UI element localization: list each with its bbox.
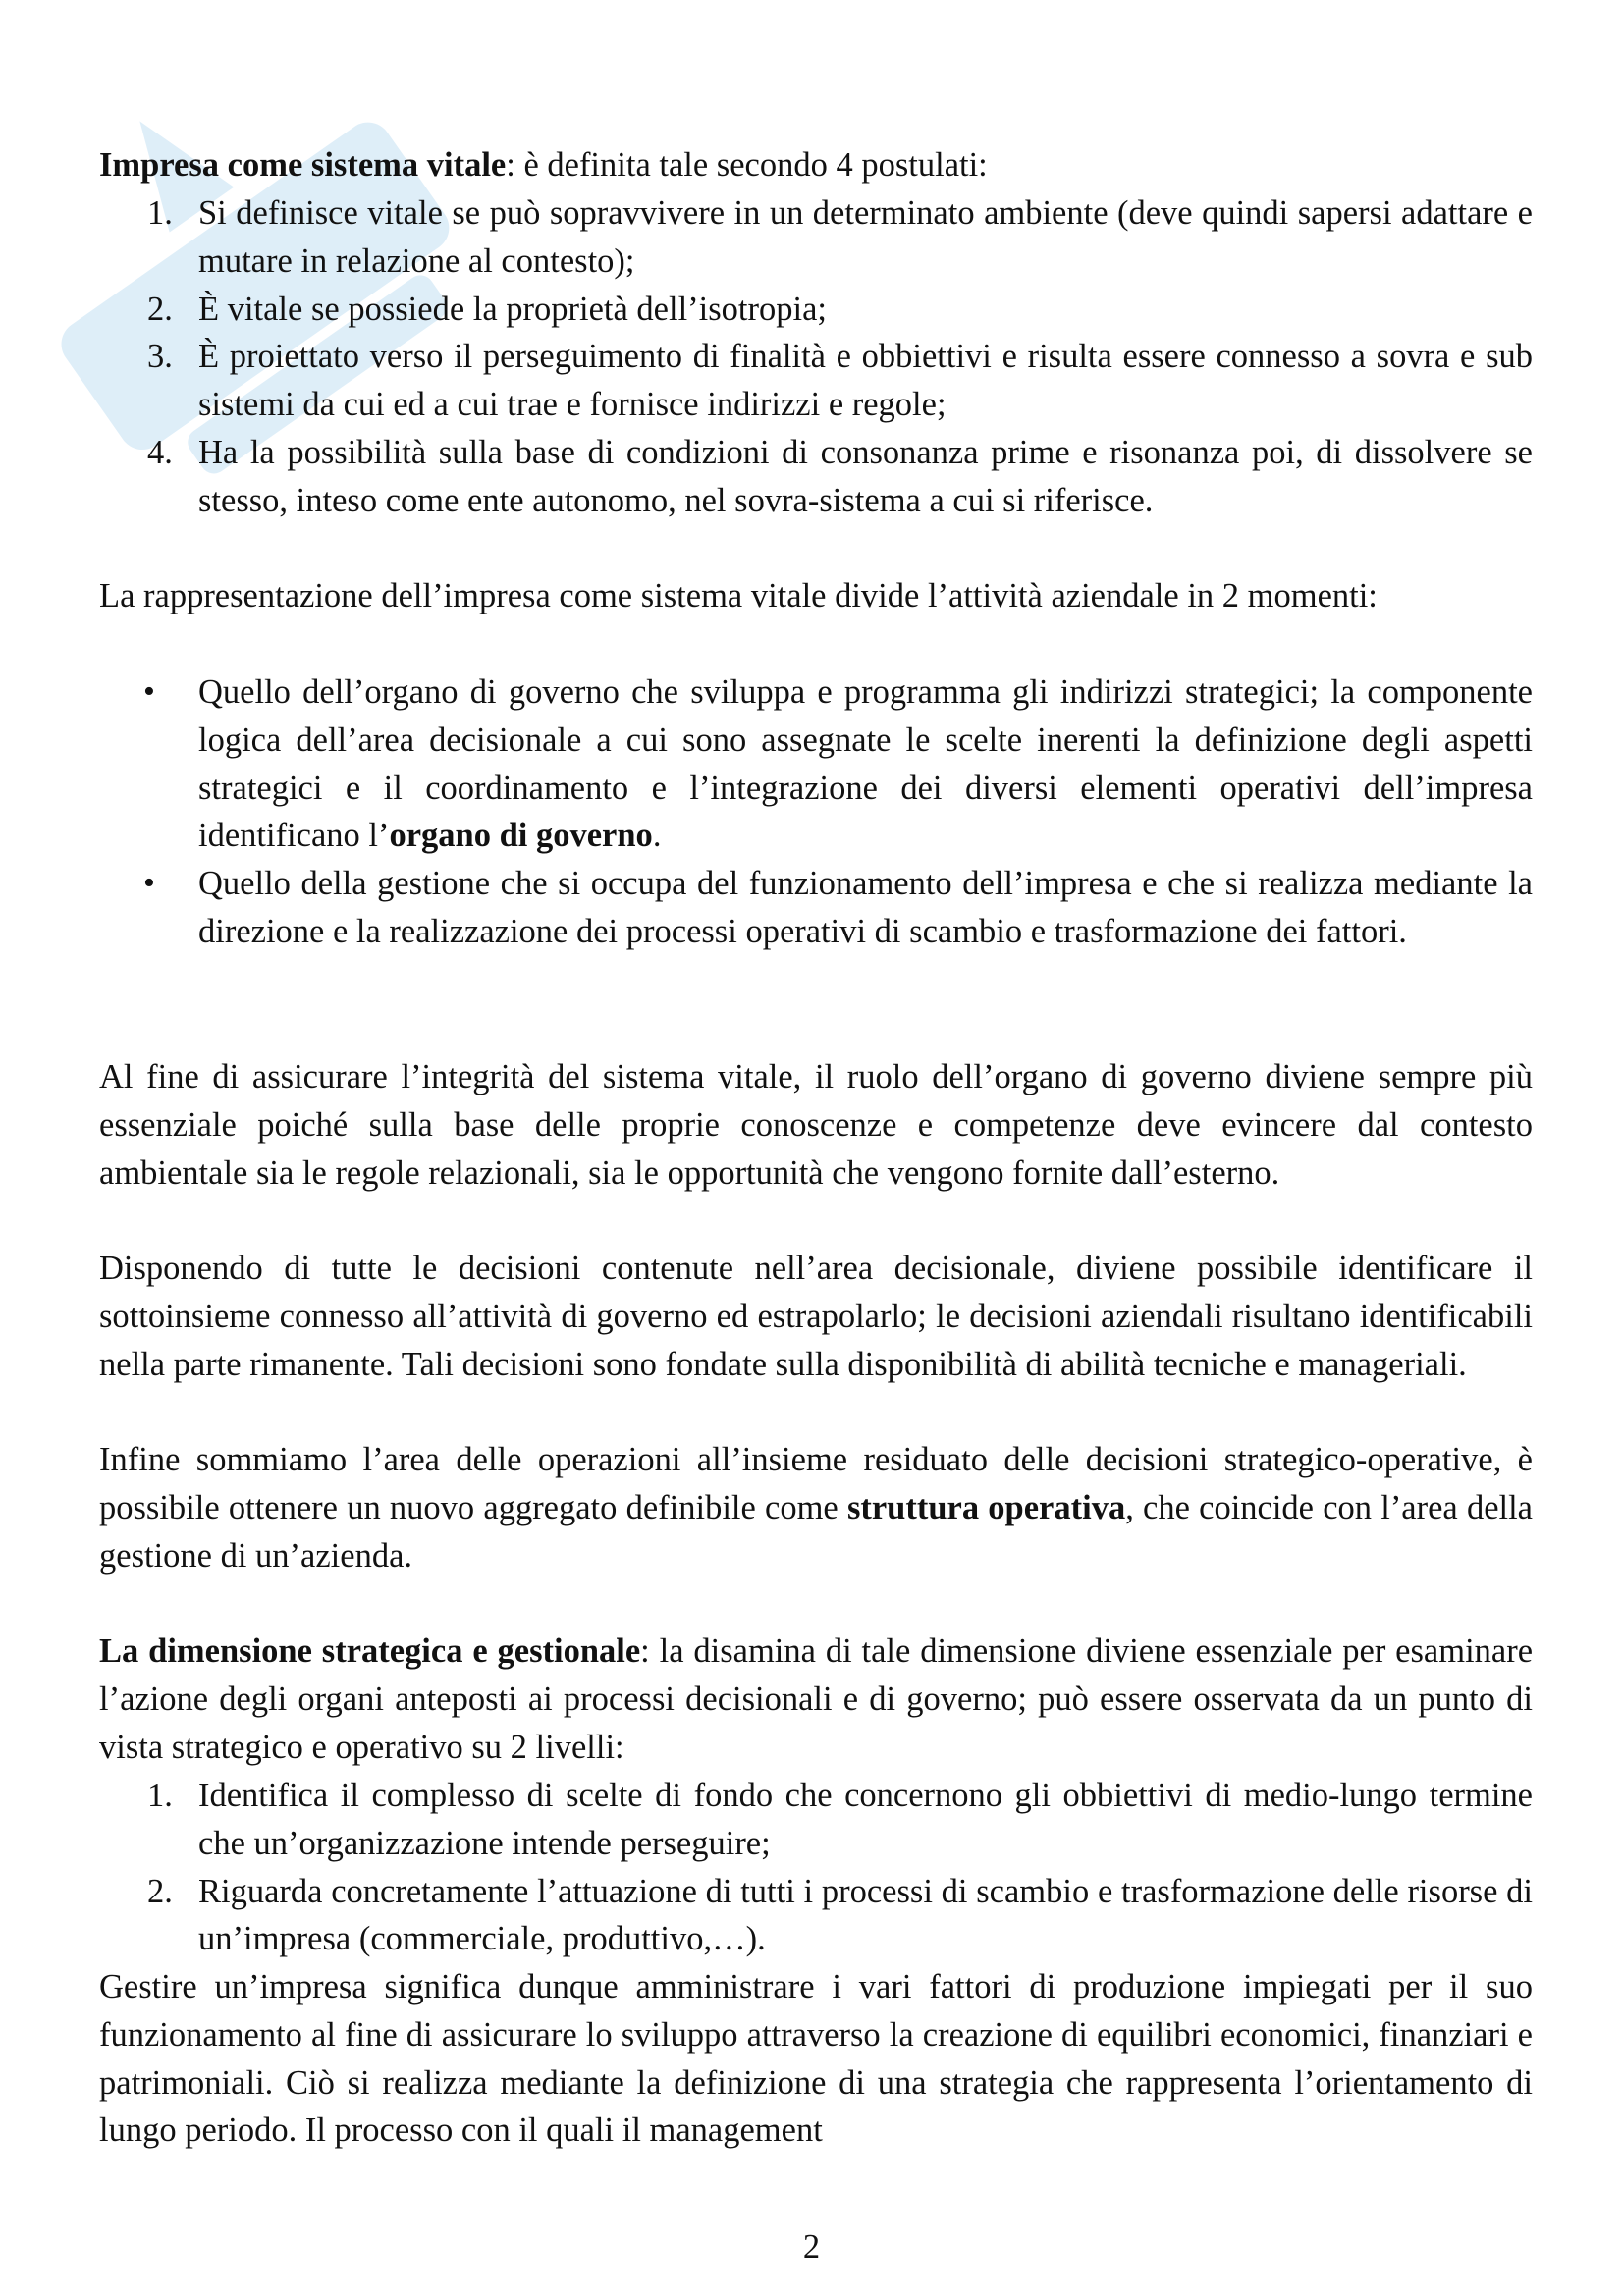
list-item — [99, 333, 1533, 429]
bullet-item — [99, 668, 1533, 860]
bullet-icon: • — [143, 673, 155, 710]
bullet1-bold: organo di governo — [389, 817, 653, 855]
bullet-icon: • — [143, 865, 155, 902]
section4-list — [99, 1772, 1533, 1963]
list-item-text: È vitale se possiede la proprietà dell’isotropia; — [198, 290, 827, 328]
section1-list — [99, 189, 1533, 525]
list-item-text: È proiettato verso il perseguimento di finalità e obbiettivi e risulta essere connesso a sovra e sub sistemi da cui ed a cui trae e fornisce indirizzi e regole; — [198, 338, 1533, 424]
list-item-number: 2. — [147, 1872, 173, 1910]
p3-end: , che coincide con l’area della gestione di un’azienda. — [99, 1488, 1533, 1575]
bullet1-text: Quello dell’organo di governo che sviluppa e programma gli indirizzi strategici; la componente logica dell’area decisionale a cui sono assegnate le scelte inerenti la definizione degli aspetti strategici e il coordinamento e l’integrazione dei diversi elementi operativi dell’impresa identificano l’ — [198, 673, 1533, 855]
bullet2-text: Quello della gestione che si occupa del funzionamento dell’impresa e che si realizza mediante la direzione e la realizzazione dei processi operativi di scambio e trasformazione dei fattori. — [198, 865, 1533, 950]
section4-heading-paragraph — [99, 1628, 1533, 1771]
section4-intro: : la disamina di tale dimensione diviene essenziale per esaminare l’azione degli organi anteposti ai processi decisionali e di governo; può essere osservata da un punto di vista strategico e operativo su 2 livelli: — [99, 1632, 1534, 1766]
list-item-text: Ha la possibilità sulla base di condizioni di consonanza prime e risonanza poi, di dissolvere se stesso, inteso come ente autonomo, nel sovra-sistema a cui si riferisce. — [198, 433, 1533, 519]
list-item-number: 3. — [147, 338, 173, 376]
p3-text: Infine sommiamo l’area delle operazioni all’insieme residuato delle decisioni strategico-operative, è possibile ottenere un nuovo aggregato definibile come — [99, 1441, 1533, 1526]
list-item — [99, 286, 1533, 334]
list-item — [99, 429, 1533, 525]
list-item-text: Si definisce vitale se può sopravvivere in un determinato ambiente (deve quindi sapersi adattare e mutare in relazione al contesto); — [198, 194, 1533, 280]
list-item-text: Riguarda concretamente l’attuazione di tutti i processi di scambio e trasformazione delle risorse di un’impresa (commerciale, produttivo,…). — [198, 1872, 1533, 1958]
section1-intro: : è definita tale secondo 4 postulati: — [506, 146, 988, 184]
page-number: 2 — [802, 2228, 821, 2266]
list-item-number: 2. — [147, 290, 173, 328]
list-item — [99, 1772, 1533, 1868]
section5-paragraph: Gestire un’impresa significa dunque amministrare i vari fattori di produzione impiegati per il suo funzionamento al fine di assicurare lo sviluppo attraverso la creazione di equilibri economici, finanziari e patrimoniali. Ciò si realizza mediante la definizione di una strategia che rappresenta l’orientamento di lungo periodo. Il processo con il quali il management — [99, 1968, 1533, 2150]
section2-bullet-list — [99, 668, 1533, 956]
bullet-item — [99, 860, 1533, 956]
section1-heading: Impresa come sistema vitale — [99, 146, 507, 184]
section3-paragraph-3 — [99, 1436, 1533, 1579]
bullet1-end: . — [652, 817, 662, 855]
section4-heading: La dimensione strategica e gestionale — [99, 1632, 641, 1670]
section1-heading-line — [99, 141, 1533, 189]
list-item-number: 1. — [147, 1777, 173, 1814]
list-item-text: Identifica il complesso di scelte di fondo che concernono gli obbiettivi di medio-lungo termine che un’organizzazione intende perseguire; — [198, 1777, 1533, 1862]
list-item-number: 1. — [147, 194, 173, 232]
list-item-number: 4. — [147, 433, 173, 471]
section3-paragraph-1: Al fine di assicurare l’integrità del sistema vitale, il ruolo dell’organo di governo diviene sempre più essenziale poiché sulla base delle proprie conoscenze e competenze deve evincere dal contesto ambientale sia le regole relazionali, sia le opportunità che vengono fornite dall’esterno. — [99, 1058, 1533, 1192]
section3-paragraph-2: Disponendo di tutte le decisioni contenute nell’area decisionale, diviene possibile identificare il sottoinsieme connesso all’attività di governo ed estrapolarlo; le decisioni aziendali risultano identificabili nella parte rimanente. Tali decisioni sono fondate sulla disponibilità di abilità tecniche e manageriali. — [99, 1250, 1533, 1383]
list-item — [99, 1868, 1533, 1964]
section2-intro: La rappresentazione dell’impresa come sistema vitale divide l’attività aziendale in 2 momenti: — [99, 577, 1378, 614]
p3-bold: struttura operativa — [846, 1488, 1126, 1526]
list-item — [99, 189, 1533, 286]
